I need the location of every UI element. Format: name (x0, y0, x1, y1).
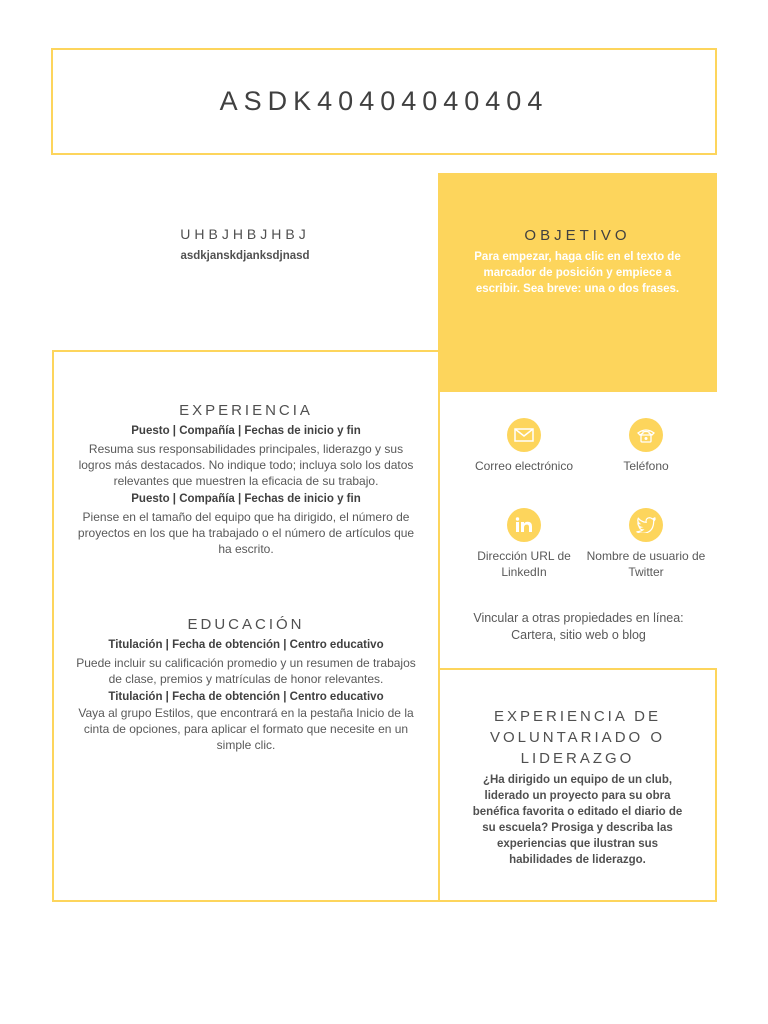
objective-panel (438, 173, 717, 392)
name-box (51, 48, 717, 155)
volunteer-box (438, 668, 717, 902)
header-title: UHBJHBJHBJ (180, 226, 310, 242)
objective-heading: OBJETIVO (524, 227, 631, 244)
experience-role-1: Puesto | Compañía | Fechas de inicio y fin (131, 425, 361, 437)
contact-item-email (454, 418, 594, 474)
education-section (72, 616, 420, 753)
contact-label-linkedin: Dirección URL de LinkedIn (477, 549, 571, 579)
experience-role-2: Puesto | Compañía | Fechas de inicio y fin (131, 493, 361, 505)
education-desc-1: Puede incluir su calificación promedio y un resumen de trabajos de clase, premios y matrículas de honor relevantes. (76, 656, 416, 686)
contact-label-email: Correo electrónico (474, 459, 574, 473)
volunteer-heading: EXPERIENCIA DE VOLUNTARIADO O LIDERAZGO (489, 708, 666, 767)
experience-desc-1: Resuma sus responsabilidades principales, liderazgo y sus logros más destacados. No indique todo; incluya solo los datos relevantes que muestren la eficacia de su trabajo. (78, 442, 414, 488)
contact-item-phone (576, 418, 716, 474)
education-heading: EDUCACIÓN (187, 616, 305, 633)
contact-label-phone: Teléfono (623, 459, 669, 473)
online-profiles-text: Vincular a otras propiedades en línea: Cartera, sitio web o blog (473, 611, 684, 642)
header-subtitle: asdkjanskdjanksdjnasd (180, 250, 310, 262)
education-desc-2: Vaya al grupo Estilos, que encontrará en la pestaña Inicio de la cinta de opciones, para aplicar el formato que necesite en un simple clic. (78, 706, 414, 752)
phone-icon (629, 418, 663, 452)
education-role-1: Titulación | Fecha de obtención | Centro educativo (108, 639, 384, 651)
linkedin-icon (507, 508, 541, 542)
objective-text: Para empezar, haga clic en el texto de marcador de posición y empiece a escribir. Sea breve: una o dos frases. (474, 251, 681, 295)
education-role-2: Titulación | Fecha de obtención | Centro educativo (108, 691, 384, 703)
experience-desc-2: Piense en el tamaño del equipo que ha dirigido, el número de proyectos en los que ha trabajado o el número de artículos que ha escrito. (77, 510, 415, 556)
contact-section (440, 394, 717, 670)
experience-heading: EXPERIENCIA (179, 402, 313, 419)
email-icon (507, 418, 541, 452)
contact-item-linkedin (454, 508, 594, 580)
experience-education-box (52, 350, 440, 902)
contact-item-twitter (576, 508, 716, 580)
volunteer-text: ¿Ha dirigido un equipo de un club, liderado un proyecto para su obra benéfica favorita o editado el diario de su escuela? Prosiga y describa las experiencias que ilustran sus habilidades de liderazgo. (472, 774, 683, 866)
contact-label-twitter: Nombre de usuario de Twitter (586, 549, 706, 579)
header-info (52, 226, 438, 262)
experience-section (72, 402, 420, 557)
twitter-icon (629, 508, 663, 542)
resume-name: ASDK40404040404 (219, 86, 549, 116)
